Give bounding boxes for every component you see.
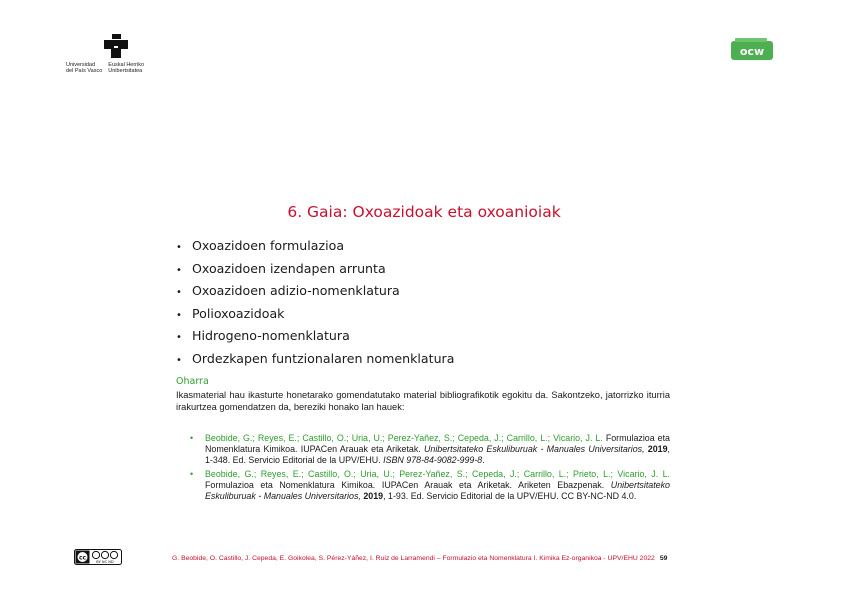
topic-item: • Polioxoazidoak — [176, 305, 285, 321]
university-name-eu: Euskal Herriko Unibertsitatea — [108, 62, 145, 74]
ocw-logo-icon — [729, 38, 775, 62]
svg-text:cc: cc — [78, 554, 87, 562]
ocw-logo-text: ocw — [739, 45, 765, 58]
footer — [172, 555, 667, 562]
topic-item: • Oxoazidoen izendapen arrunta — [176, 260, 386, 276]
topic-item: • Oxoazidoen adizio-nomenklatura — [176, 283, 400, 298]
reference-item: • Beobide, G.; Reyes, E.; Castillo, O.; Uria, U.; Perez-Yañez, S.; Cepeda, J.; Carrillo, L.; Vicario, J. L. Formulazioa eta Nomenklatura Kimikoa. IUPACen Arauak eta Ariketak. Unibertsitateko Eskuliburuak - Manuales Universitarios, 2019, 1-348. Ed. Servicio Editorial de la UPV/EHU. ISBN 978-84-9082-999-8. — [190, 433, 671, 466]
topic-item: • Ordezkapen funtzionalaren nomenklatura — [176, 350, 455, 366]
slide-title: 6. Gaia: Oxoazidoak eta oxoanioiak — [287, 203, 561, 221]
reference-publisher: , 1-348. Ed. Servicio Editorial de la UPV/EHU. — [205, 444, 671, 466]
reference-series: Unibertsitateko Eskuliburuak - Manuales Universitarios, — [423, 444, 645, 455]
reference-series: Unibertsitateko Eskuliburuak - Manuales Universitarios, — [205, 479, 670, 502]
reference-authors: Beobide, G.; Reyes, E.; Castillo, O.; Uria, U.; Perez-Yañez, S.; Cepeda, J.; Carrillo, L.; Prieto, L.; Vicario, J. L. — [205, 468, 670, 479]
reference-year: 2019 — [647, 444, 668, 455]
university-name-es: Universidad del País Vasco — [66, 62, 103, 74]
reference-title: Formulazioa eta Nomenklatura Kimikoa. IUPACen Arauak eta Ariketak. — [205, 433, 670, 455]
reference-authors: Beobide, G.; Reyes, E.; Castillo, O.; Uria, U.; Perez-Yañez, S.; Cepeda, J.; Carrillo, L.; Vicario, J. L. — [205, 433, 603, 443]
references-list — [190, 433, 670, 504]
reference-isbn: ISBN 978-84-9082-999-8 — [383, 455, 483, 466]
cc-license-label: BY NC ND — [96, 560, 114, 564]
footer-credits: G. Beobide, O. Castillo, J. Cepeda, E. Goikolea, S. Pérez-Yáñez, I. Ruiz de Larramendi – Formulazio eta Nomenklatura I. Kimika Ez-organikoa - UPV/EHU 2022 — [172, 555, 655, 562]
page-number: 59 — [659, 555, 668, 562]
reference-title: Formulazioa eta Nomenklatura Kimikoa. IUPACen Arauak eta Ariketak. Ariketen Ebazpenak. — [205, 479, 605, 490]
note-body: Ikasmaterial hau ikasturte honetarako gomendatutako material bibliografikotik egokitu da. Sakontzeko, jatorrizko iturria irakurtzea gomendatzen da, bereziki honako lan hauek: — [176, 390, 670, 412]
cc-license-icon[interactable] — [74, 549, 122, 565]
reference-year: 2019 — [363, 491, 384, 502]
reference-item: • Beobide, G.; Reyes, E.; Castillo, O.; Uria, U.; Perez-Yañez, S.; Cepeda, J.; Carrillo, L.; Prieto, L.; Vicario, J. L. Formulazioa eta Nomenklatura Kimikoa. IUPACen Arauak eta Ariketak. Ariketen Ebazpenak. Unibertsitateko Eskuliburuak - Manuales Universitarios, 2019, 1-93. Ed. Servicio Editorial de la UPV/EHU. CC BY-NC-ND 4.0. — [190, 468, 670, 502]
note-heading: Oharra — [176, 376, 209, 387]
university-emblem-icon — [100, 34, 132, 60]
reference-publisher: , 1-93. Ed. Servicio Editorial de la UPV/EHU. CC BY-NC-ND 4.0. — [383, 491, 637, 502]
university-logo — [66, 32, 166, 78]
topic-item: • Oxoazidoen formulazioa — [176, 238, 345, 253]
topic-item: • Hidrogeno-nomenklatura — [176, 328, 350, 343]
topics-list — [176, 236, 454, 371]
